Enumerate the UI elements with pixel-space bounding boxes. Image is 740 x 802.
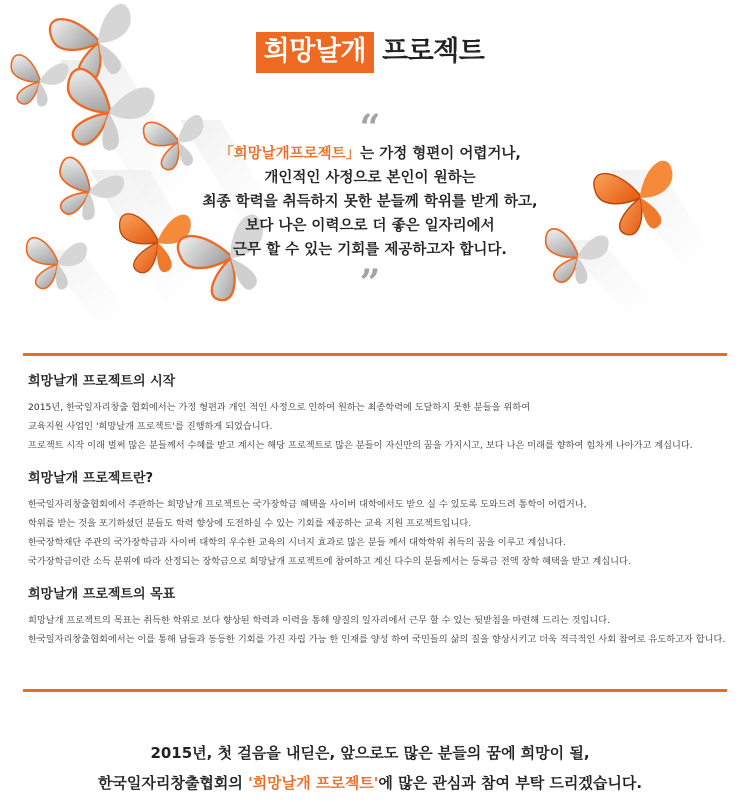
closing-line-2: [0, 768, 740, 798]
closing-line-2-post: 에 많은 관심과 참여 부탁 드리겠습니다.: [378, 774, 643, 792]
lead-highlight: 「희망날개프로젝트」: [219, 146, 361, 162]
quote-open-icon: “: [359, 107, 381, 149]
content-sections: [28, 372, 726, 663]
divider-top: [23, 353, 727, 356]
lead-line-1: [0, 142, 740, 166]
section-line: 희망날개 프로젝트의 목표는 취득한 학위로 보다 향상된 학력과 이력을 통해 양질의 일자리에서 근무 할 수 있는 뒷받침을 마련해 드리는 것입니다.: [28, 615, 611, 626]
title-highlight: 희망날개: [256, 32, 374, 73]
lead-line-3: 최종 학력을 취득하지 못한 분들께 학위를 받게 하고,: [202, 194, 538, 210]
closing-line-1: 2015년, 첫 걸음을 내딛은, 앞으로도 많은 분들의 꿈에 희망이 될,: [150, 744, 590, 762]
section-heading: 희망날개 프로젝트란?: [28, 471, 154, 486]
divider-bottom: [23, 689, 727, 692]
lead-line-4: 보다 나은 이력으로 더 좋은 일자리에서: [245, 218, 495, 234]
section-line: 2015년, 한국일자리창출 협회에서는 가정 형편과 개인 적인 사정으로 인하여 원하는 최종학력에 도달하지 못한 분들을 위하여: [28, 402, 531, 413]
closing-highlight: '희망날개 프로젝트': [248, 774, 379, 792]
lead-line-1-rest: 는 가정 형편이 어렵거나,: [360, 146, 521, 162]
section-line: 학위를 받는 것을 포기하셨던 분들도 학력 향상에 도전하실 수 있는 기회를 제공하는 교육 지원 프로젝트입니다.: [28, 518, 472, 529]
section-line: 국가장학금이란 소득 분위에 따라 산정되는 장학금으로 희망날개 프로젝트에 참여하고 계신 다수의 분들께서는 등록금 전액 장학 혜택을 받고 계십니다.: [28, 556, 631, 567]
section-heading: 희망날개 프로젝트의 시작: [28, 374, 176, 389]
page-title: [0, 32, 740, 73]
hero-banner: [0, 0, 740, 340]
quote-close-icon: ”: [359, 262, 381, 304]
lead-paragraph: [0, 142, 740, 262]
closing-message: [0, 738, 740, 798]
section-heading: 희망날개 프로젝트의 목표: [28, 587, 176, 602]
section-line: 프로젝트 시작 이래 벌써 많은 분들께서 수혜를 받고 계시는 해당 프로젝트로 많은 분들이 자신만의 꿈을 가지시고, 보다 나은 미래를 향하여 힘차게 나아가고 계십니다.: [28, 440, 693, 451]
section-start: [28, 372, 718, 455]
title-rest: 프로젝트: [382, 36, 485, 67]
section-line: 한국장학재단 주관의 국가장학금과 사이버 대학의 우수한 교육의 시너지 효과로 많은 분들 께서 대학학위 취득의 꿈을 이루고 계십니다.: [28, 537, 566, 548]
lead-line-2: 개인적인 사정으로 본인이 원하는: [264, 170, 476, 186]
section-about: [28, 469, 718, 571]
section-line: 한국일자리창출협회에서 주관하는 희망날개 프로젝트는 국가장학금 혜택을 사이버 대학에서도 받으 실 수 있도록 도와드려 통학이 어렵거나,: [28, 499, 587, 510]
section-line: 한국일자리창출협회에서는 이를 통해 남들과 동등한 기회를 가진 자립 가능 한 인재를 양성 하여 국민들의 삶의 질을 향상시키고 더욱 적극적인 사회 참여로 유도하고자 합니다.: [28, 634, 726, 645]
section-line: 교육지원 사업인 '희망날개 프로젝트'를 진행하게 되었습니다.: [28, 421, 273, 432]
lead-line-5: 근무 할 수 있는 기회를 제공하고자 합니다.: [233, 242, 507, 258]
section-goal: [28, 585, 726, 649]
closing-line-2-pre: 한국일자리창출협회의: [97, 774, 249, 792]
